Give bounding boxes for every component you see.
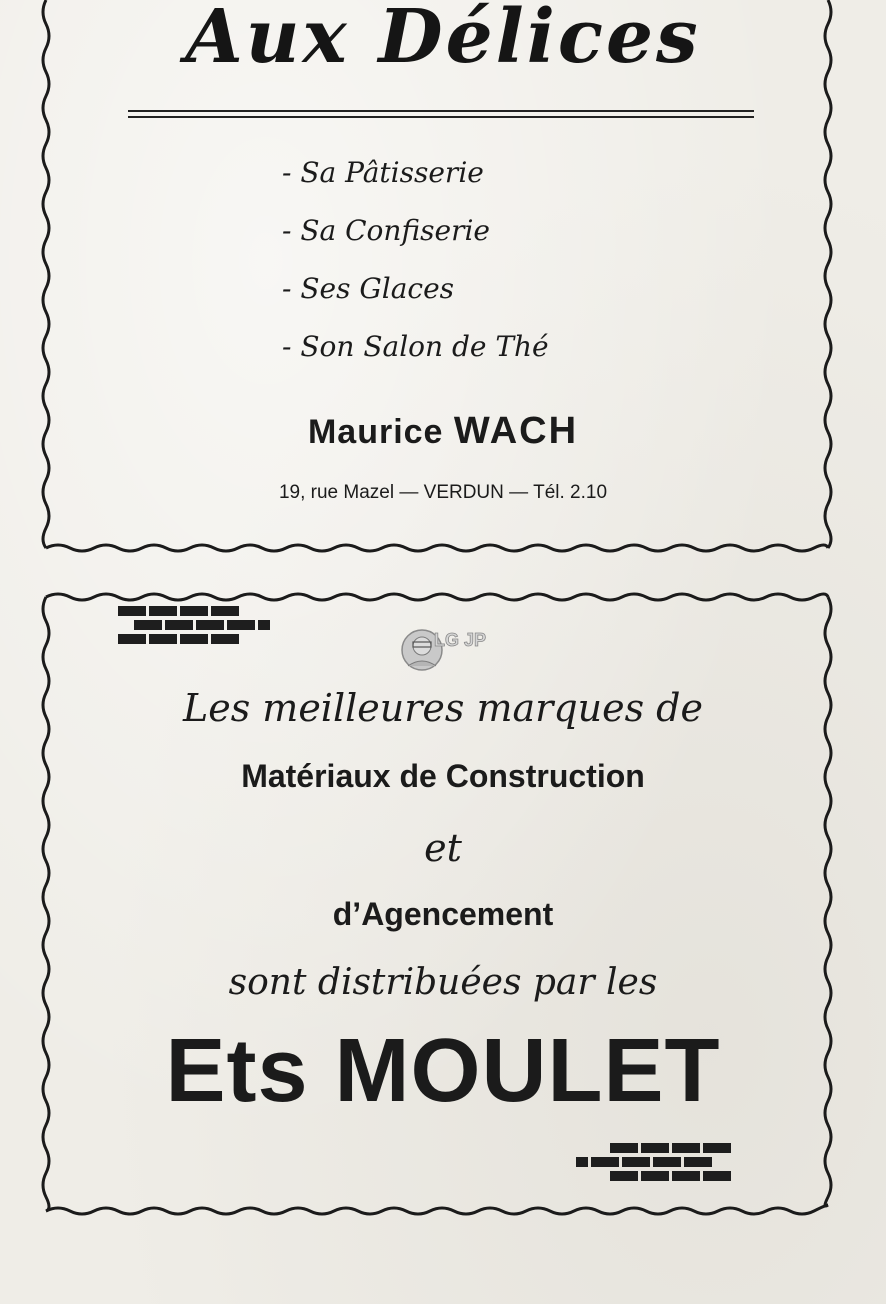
- item-confiserie: - Sa Confiserie: [282, 214, 490, 247]
- tagline-best-brands: Les meilleures marques de: [182, 686, 703, 730]
- shop-title: Aux Délices: [185, 0, 701, 80]
- company-name: Ets MOULET: [165, 1021, 721, 1121]
- owner-first-name: Maurice: [307, 413, 444, 451]
- item-glaces: - Ses Glaces: [282, 272, 455, 305]
- brick-pattern-top-left: [118, 606, 270, 648]
- watermark-text: LG JP: [433, 630, 486, 650]
- title-rule-top: [128, 110, 754, 112]
- owner-name: [0, 410, 886, 453]
- brick-pattern-bottom-right: [576, 1143, 731, 1185]
- item-salon-de-the: - Son Salon de Thé: [282, 330, 549, 363]
- lgjp-watermark-logo: [400, 620, 486, 680]
- item-patisserie: - Sa Pâtisserie: [282, 156, 484, 189]
- shop-address: 19, rue Mazel — VERDUN — Tél. 2.10: [278, 482, 608, 503]
- materials-heading: Matériaux de Construction: [241, 758, 645, 794]
- owner-last-name: WACH: [453, 410, 579, 452]
- distributed-by-line: sont distribuées par les: [228, 962, 658, 1003]
- conjunction-et: et: [424, 826, 462, 870]
- agencement-heading: d’Agencement: [332, 896, 554, 932]
- title-rule-bottom: [128, 116, 754, 118]
